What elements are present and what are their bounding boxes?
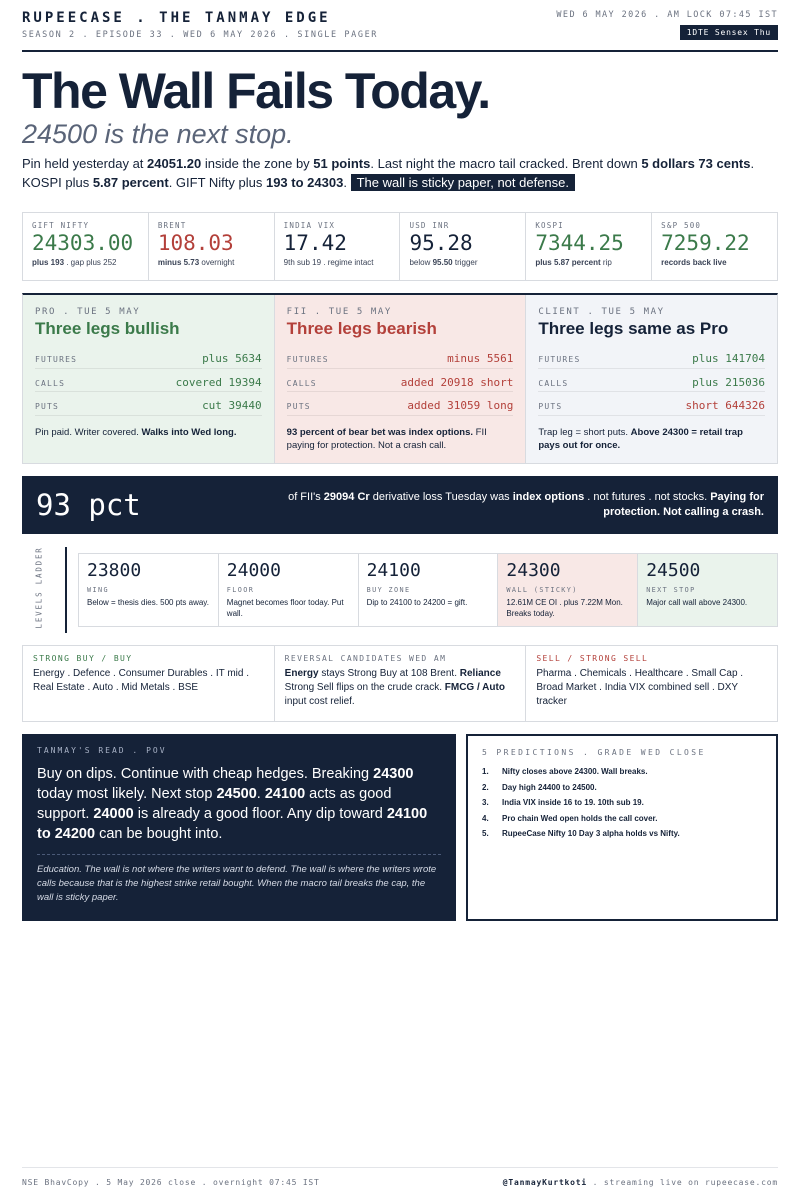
- footer-credit: @TanmayKurtkoti . streaming live on rupeecase.com: [502, 1178, 778, 1187]
- ticker-value: 7344.25: [535, 231, 624, 255]
- panel-row: PUTS added 31059 long: [287, 392, 514, 416]
- prediction-item: 2. Day high 24400 to 24500.: [482, 782, 597, 792]
- ticker-value: 24303.00: [32, 231, 134, 255]
- panel-row: CALLS covered 19394: [35, 369, 262, 393]
- ticker-brent: BRENT 108.03 minus 5.73 overnight: [149, 213, 275, 280]
- prediction-item: 3. India VIX inside 16 to 19. 10th sub 19.: [482, 798, 644, 807]
- panel-pro: PRO . TUE 5 MAY Three legs bullish FUTURES plus 5634 CALLS covered 19394 PUTS cut 39440 Pin paid. Writer covered. Walks into Wed long.: [23, 295, 275, 463]
- ticker-india-vix: INDIA VIX 17.42 9th sub 19 . regime intact: [275, 213, 401, 280]
- panel-row: FUTURES minus 5561: [287, 345, 514, 369]
- sector-sell: SELL / STRONG SELL Pharma . Chemicals . Healthcare . Small Cap . Broad Market . India VIX combined sell . DXY tracker: [536, 654, 744, 707]
- panel-note: Pin paid. Writer covered. Walks into Wed long.: [35, 426, 237, 438]
- market-tickers: [22, 212, 778, 281]
- intro-highlight: The wall is sticky paper, not defense.: [351, 174, 575, 191]
- ticker-value: 108.03: [157, 231, 234, 255]
- expiry-badge: 1DTE Sensex Thu: [680, 25, 778, 40]
- panel-client: CLIENT . TUE 5 MAY Three legs same as Pro FUTURES plus 141704 CALLS plus 215036 PUTS short 644326 Trap leg = short puts. Above 24300 = retail trap pays out for once.: [526, 295, 777, 463]
- predictions-list: [482, 764, 762, 842]
- ticker-usd-inr: USD INR 95.28 below 95.50 trigger: [400, 213, 526, 280]
- panel-row: PUTS cut 39440: [35, 392, 262, 416]
- subheadline: 24500 is the next stop.: [22, 119, 294, 149]
- panel-title: Three legs same as Pro: [538, 319, 729, 338]
- read-main: Buy on dips. Continue with cheap hedges. Breaking 24300 today most likely. Next stop 24500. 24100 acts as good support. 24000 is already a good floor. Any dip toward 24100 to 24200 can be bought into.: [37, 766, 428, 842]
- panel-row: CALLS added 20918 short: [287, 369, 514, 393]
- episode-subline: SEASON 2 . EPISODE 33 . WED 6 MAY 2026 . SINGLE PAGER: [22, 30, 379, 40]
- panel-note: Trap leg = short puts. Above 24300 = retail trap pays out for once.: [538, 426, 743, 451]
- ticker-sp500: S&P 500 7259.22 records back live: [652, 213, 777, 280]
- banner-text: of FII's 29094 Cr derivative loss Tuesday was index options . not futures . not stocks. Paying for protection. Not calling a crash.: [288, 491, 764, 518]
- fii-banner: [22, 476, 778, 534]
- prediction-item: 1. Nifty closes above 24300. Wall breaks.: [482, 767, 648, 776]
- panel-row: FUTURES plus 5634: [35, 345, 262, 369]
- date-lock: WED 6 MAY 2026 . AM LOCK 07:45 IST: [556, 10, 778, 20]
- panel-fii: FII . TUE 5 MAY Three legs bearish FUTURES minus 5561 CALLS added 20918 short PUTS added 31059 long 93 percent of bear bet was index options. FII paying for protection. Not a crash call.: [275, 295, 527, 463]
- ladder-divider: [65, 547, 67, 633]
- read-education: Education. The wall is not where the writers want to defend. The wall is where the writers wrote calls because that is the highest strike retail bought. When the macro tail breaks the cap, the wall is sticky paper.: [37, 864, 437, 903]
- panel-note: 93 percent of bear bet was index options. FII paying for protection. Not a crash call.: [286, 426, 487, 451]
- panel-row: FUTURES plus 141704: [538, 345, 765, 369]
- sector-buy: STRONG BUY / BUY Energy . Defence . Consumer Durables . IT mid . Real Estate . Auto . Mid Metals . BSE: [23, 646, 275, 721]
- masthead: [22, 10, 778, 52]
- sector-reversal: REVERSAL CANDIDATES WED AM Energy stays Strong Buy at 108 Brent. Reliance Strong Sell flips on the crude crack. FMCG / Auto input cost relief.: [275, 646, 527, 721]
- prediction-item: 4. Pro chain Wed open holds the call cover.: [482, 813, 658, 823]
- ticker-value: 17.42: [283, 231, 347, 255]
- ticker-kospi: KOSPI 7344.25 plus 5.87 percent rip: [526, 213, 652, 280]
- headline: The Wall Fails Today.: [22, 63, 490, 119]
- brand-title: RUPEECASE . THE TANMAY EDGE: [22, 10, 331, 26]
- levels-ladder: [78, 553, 778, 627]
- prediction-item: 5. RupeeCase Nifty 10 Day 3 alpha holds vs Nifty.: [482, 829, 680, 838]
- sector-calls: [22, 645, 778, 722]
- footer-source: NSE BhavCopy . 5 May 2026 close . overnight 07:45 IST: [22, 1178, 320, 1187]
- ticker-value: 7259.22: [661, 231, 750, 255]
- level-card: 23800 WING Below = thesis dies. 500 pts away.: [79, 554, 219, 626]
- read-divider: [37, 854, 441, 855]
- intro-paragraph: Pin held yesterday at 24051.20 inside the zone by 51 points. Last night the macro tail cracked. Brent down 5 dollars 73 cents. KOSPI plus 5.87 percent. GIFT Nifty plus 193 to 24303. The wall is sticky paper, not defense.: [22, 156, 755, 190]
- panel-title: Three legs bullish: [35, 319, 180, 338]
- panel-row: CALLS plus 215036: [538, 369, 765, 393]
- predictions-box: 5 PREDICTIONS . GRADE WED CLOSE 1. Nifty closes above 24300. Wall breaks. 2. Day high 24400 to 24500. 3. India VIX inside 16 to 19. 10th sub 19. 4. Pro chain Wed open holds the call cover. 5. RupeeCase Nifty 10 Day 3 alpha holds vs Nifty.: [466, 734, 778, 921]
- ticker-gift-nifty: GIFT NIFTY 24303.00 plus 193 . gap plus 252: [23, 213, 149, 280]
- levels-ladder-label: LEVELS LADDER: [34, 546, 44, 629]
- panel-row: PUTS short 644326: [538, 392, 765, 416]
- banner-stat: 93 pct: [36, 488, 141, 522]
- ticker-value: 95.28: [409, 231, 473, 255]
- level-card: 24100 BUY ZONE Dip to 24100 to 24200 = gift.: [359, 554, 499, 626]
- level-card: 24500 NEXT STOP Major call wall above 24300.: [638, 554, 777, 626]
- panel-title: Three legs bearish: [286, 319, 437, 338]
- level-card: 24000 FLOOR Magnet becomes floor today. Put wall.: [219, 554, 359, 626]
- twitter-handle-link[interactable]: @TanmayKurtkoti: [502, 1178, 588, 1187]
- footer: [22, 1167, 778, 1187]
- tanmay-read: TANMAY'S READ . POV Buy on dips. Continue with cheap hedges. Breaking 24300 today most likely. Next stop 24500. 24100 acts as good support. 24000 is already a good floor. Any dip toward 24100 to 24200 can be bought into. Education. The wall is not where the writers want to defend. The wall is where the writers wrote calls because that is the highest strike retail bought. When the macro tail breaks the cap, the wall is sticky paper.: [22, 734, 456, 921]
- participant-panels: [22, 293, 778, 464]
- level-card: 24300 WALL (STICKY) 12.61M CE OI . plus 7.22M Mon. Breaks today.: [498, 554, 638, 626]
